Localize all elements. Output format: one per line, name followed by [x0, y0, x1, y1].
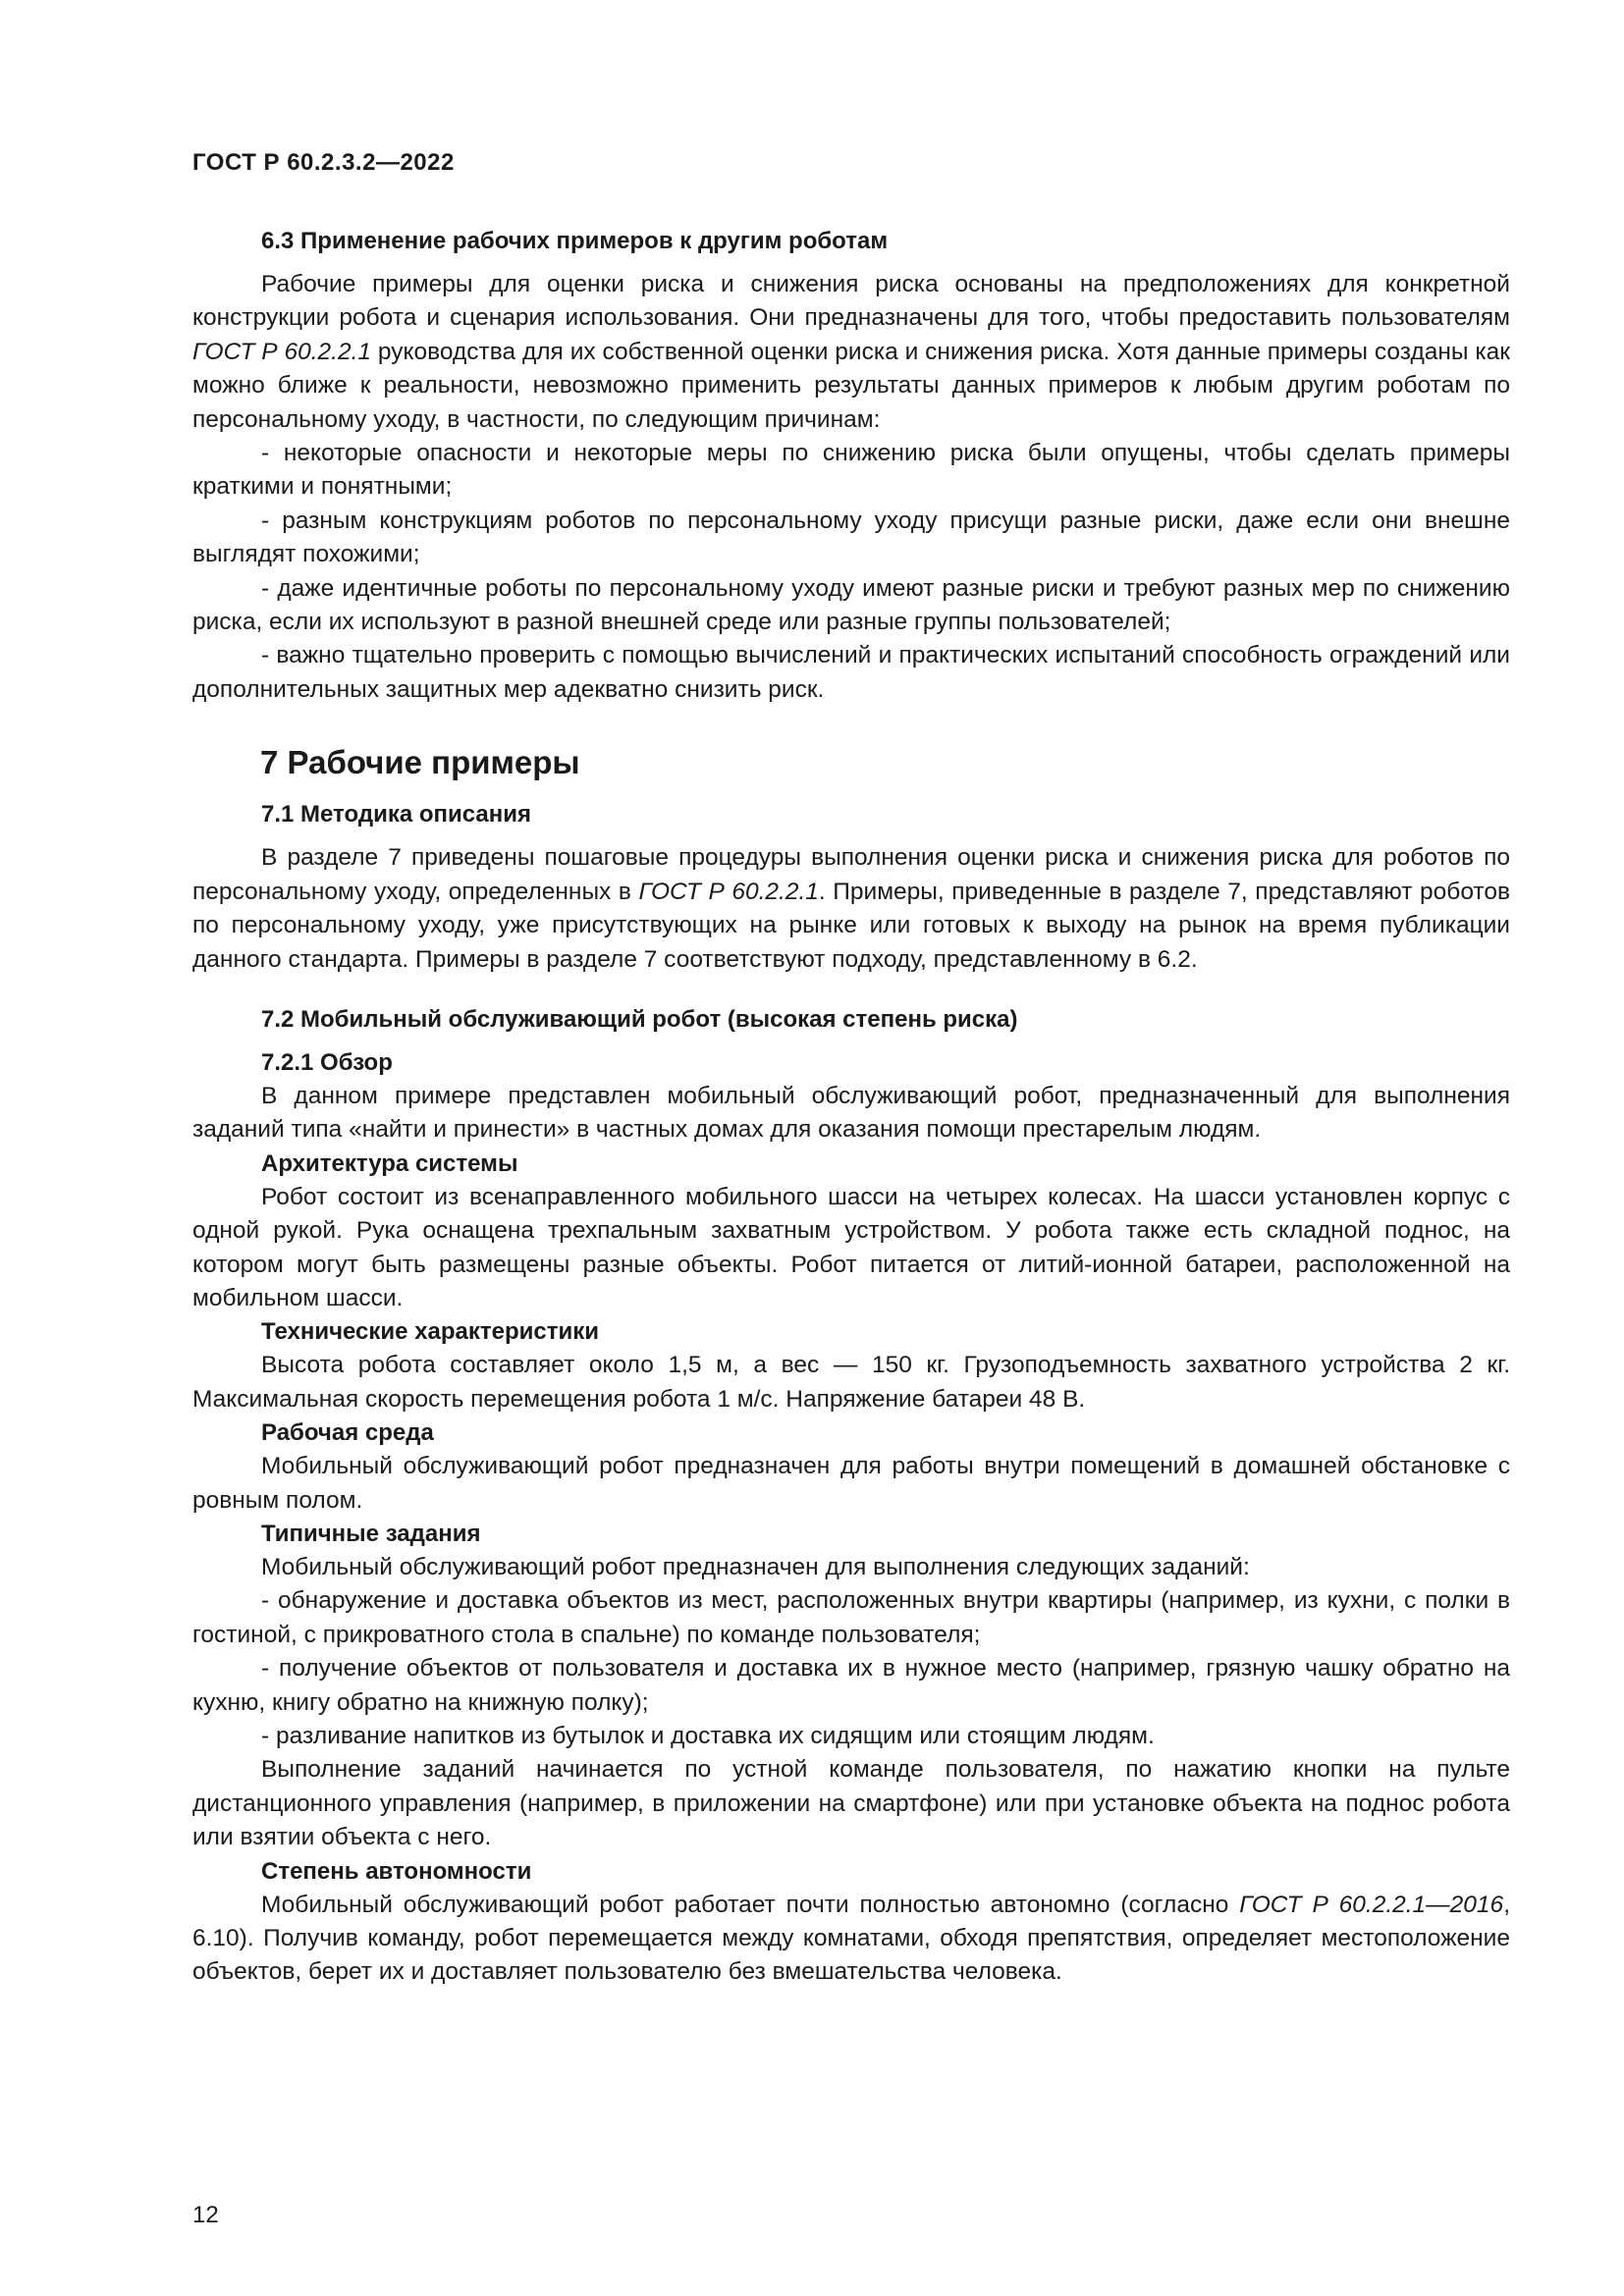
- section-7-2-title: 7.2 Мобильный обслуживающий робот (высокая степень риска): [261, 1005, 1018, 1033]
- architecture-heading: Архитектура системы: [261, 1149, 518, 1177]
- list-item: - получение объектов от пользователя и доставка их в нужное место (например, грязную чашку обратно на кухню, книгу обратно на книжную полку);: [192, 1655, 1510, 1716]
- page-number: 12: [192, 2202, 219, 2228]
- paragraph-text: , 6.10). Получив команду, робот перемещается между комнатами, обходя препятствия, определяет местоположение объектов, берет их и доставляет пользователю без вмешательства человека.: [192, 1891, 1510, 1986]
- paragraph-text: В разделе 7 приведены пошаговые процедуры выполнения оценки риска и снижения риска для роботов по персональному уходу, определенных в: [192, 844, 1510, 905]
- section-7-1-title: 7.1 Методика описания: [261, 801, 532, 828]
- list-item: - обнаружение и доставка объектов из мест, расположенных внутри квартиры (например, из кухни, с полки в гостиной, с прикроватного стола в спальне) по команде пользователя;: [192, 1587, 1510, 1648]
- standard-reference: ГОСТ Р 60.2.2.1: [192, 338, 372, 365]
- paragraph-text: Рабочие примеры для оценки риска и снижения риска основаны на предположениях для конкретной конструкции робота и сценария использования. Они предназначены для того, чтобы предоставить пользователям: [192, 271, 1510, 332]
- section-6-3-paragraph: [192, 268, 1510, 437]
- document-page: [192, 149, 1510, 1990]
- chapter-7-title: 7 Рабочие примеры: [260, 744, 580, 781]
- paragraph-text: руководства для их собственной оценки риска и снижения риска. Хотя данные примеры созданы как можно ближе к реальности, невозможно применить результаты данных примеров к любым другим роботам по персональному уходу, в частности, по следующим причинам:: [192, 338, 1510, 433]
- list-item: - даже идентичные роботы по персональному уходу имеют разные риски и требуют разных мер по снижению риска, если их используют в разной внешней среде или разные группы пользователей;: [192, 574, 1510, 636]
- tech-specs-heading: Технические характеристики: [261, 1318, 600, 1346]
- list-item: - разным конструкциям роботов по персональному уходу присущи разные риски, даже если они внешне выглядят похожими;: [192, 507, 1510, 568]
- section-7-2-1-title: 7.2.1 Обзор: [261, 1048, 393, 1076]
- autonomy-heading: Степень автономности: [261, 1857, 532, 1885]
- section-7-1-paragraph: [192, 841, 1510, 977]
- environment-paragraph: Мобильный обслуживающий робот предназначен для работы внутри помещений в домашней обстановке с ровным полом.: [192, 1453, 1510, 1514]
- standard-reference: ГОСТ Р 60.2.2.1: [638, 878, 819, 905]
- tasks-heading: Типичные задания: [261, 1520, 481, 1547]
- section-6-3-title: 6.3 Применение рабочих примеров к другим роботам: [261, 228, 889, 254]
- paragraph-text: Мобильный обслуживающий робот работает почти полностью автономно (согласно: [261, 1891, 1240, 1918]
- autonomy-paragraph: [192, 1889, 1510, 1990]
- list-item: - важно тщательно проверить с помощью вычислений и практических испытаний способность ограждений или дополнительных защитных мер адекватно снизить риск.: [192, 642, 1510, 703]
- list-item: - разливание напитков из бутылок и доставка их сидящим или стоящим людям.: [261, 1723, 1155, 1749]
- overview-paragraph: В данном примере представлен мобильный обслуживающий робот, предназначенный для выполнения заданий типа «найти и принести» в частных домах для оказания помощи престарелым людям.: [192, 1082, 1510, 1144]
- paragraph-text: . Примеры, приведенные в разделе 7, представляют роботов по персональному уходу, уже присутствующих на рынке или готовых к выходу на рынок на время публикации данного стандарта. Примеры в разделе 7 соответствуют подходу, представленному в 6.2.: [192, 878, 1511, 973]
- tasks-intro: Мобильный обслуживающий робот предназначен для выполнения следующих заданий:: [261, 1553, 1250, 1580]
- architecture-paragraph: Робот состоит из всенаправленного мобильного шасси на четырех колесах. На шасси установлен корпус с одной рукой. Рука оснащена трехпальным захватным устройством. У робота также есть складной поднос, на котором могут быть размещены разные объекты. Робот питается от литий-ионной батареи, расположенной на мобильном шасси.: [192, 1183, 1510, 1311]
- tasks-outro: Выполнение заданий начинается по устной команде пользователя, по нажатию кнопки на пульте дистанционного управления (например, в приложении на смартфоне) или при установке объекта на поднос робота или взятии объекта с него.: [192, 1756, 1510, 1851]
- tech-specs-paragraph: Высота робота составляет около 1,5 м, а вес — 150 кг. Грузоподъемность захватного устройства 2 кг. Максимальная скорость перемещения робота 1 м/с. Напряжение батареи 48 В.: [192, 1352, 1510, 1413]
- document-header: ГОСТ Р 60.2.3.2—2022: [192, 149, 455, 176]
- list-item: - некоторые опасности и некоторые меры по снижению риска были опущены, чтобы сделать примеры краткими и понятными;: [192, 440, 1510, 501]
- environment-heading: Рабочая среда: [261, 1419, 434, 1447]
- standard-reference: ГОСТ Р 60.2.2.1—2016: [1239, 1891, 1504, 1918]
